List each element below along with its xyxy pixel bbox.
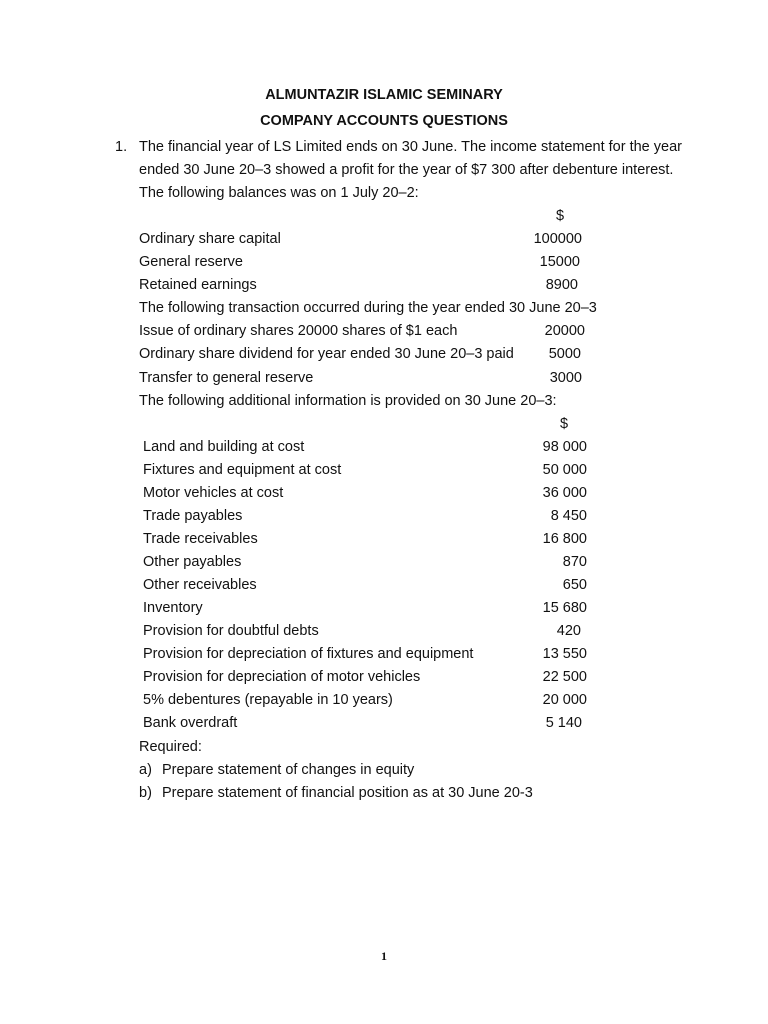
document-subtitle: COMPANY ACCOUNTS QUESTIONS [260, 113, 508, 129]
balance-label: General reserve [139, 254, 243, 270]
transaction-label: Transfer to general reserve [139, 370, 314, 386]
currency-header: $ [556, 208, 565, 224]
balance-label: Ordinary share capital [139, 231, 281, 247]
item-label: Provision for depreciation of motor vehicles [143, 669, 421, 685]
question-number: 1. [115, 139, 128, 155]
required-label: Required: [139, 739, 202, 755]
required-letter: a) [139, 762, 152, 778]
transaction-label: Ordinary share dividend for year ended 30 June 20–3 paid [139, 346, 514, 362]
item-label: Fixtures and equipment at cost [143, 462, 342, 478]
item-amount: 20 000 [542, 692, 587, 708]
item-label: Land and building at cost [143, 439, 305, 455]
intro-line: The financial year of LS Limited ends on 30 June. The income statement for the year [139, 139, 682, 155]
item-amount: 13 550 [542, 646, 587, 662]
item-label: Inventory [143, 600, 203, 616]
item-amount: 22 500 [542, 669, 587, 685]
transactions-heading: The following transaction occurred during the year ended 30 June 20–3 [139, 300, 597, 316]
transaction-amount: 3000 [549, 370, 582, 386]
transaction-amount: 20000 [544, 323, 585, 339]
additional-heading: The following additional information is provided on 30 June 20–3: [139, 393, 557, 409]
document-title: ALMUNTAZIR ISLAMIC SEMINARY [265, 87, 503, 103]
balance-amount: 15000 [539, 254, 580, 270]
transaction-amount: 5000 [548, 346, 581, 362]
transaction-label: Issue of ordinary shares 20000 shares of $1 each [139, 323, 458, 339]
item-amount: 16 800 [542, 531, 587, 547]
intro-line: ended 30 June 20–3 showed a profit for the year of $7 300 after debenture interest. [139, 162, 674, 178]
item-amount: 98 000 [542, 439, 587, 455]
item-amount: 5 140 [545, 715, 582, 731]
item-amount: 15 680 [542, 600, 587, 616]
currency-header: $ [560, 416, 569, 432]
item-amount: 36 000 [542, 485, 587, 501]
item-label: Motor vehicles at cost [143, 485, 284, 501]
item-label: Provision for depreciation of fixtures and equipment [143, 646, 474, 662]
required-item: Prepare statement of changes in equity [162, 762, 415, 778]
item-label: Other receivables [143, 577, 257, 593]
item-label: Trade payables [143, 508, 243, 524]
balance-amount: 8900 [545, 277, 578, 293]
item-label: Other payables [143, 554, 242, 570]
item-label: Bank overdraft [143, 715, 238, 731]
page-number: 1 [381, 949, 387, 963]
item-label: 5% debentures (repayable in 10 years) [143, 692, 393, 708]
balance-label: Retained earnings [139, 277, 257, 293]
item-label: Trade receivables [143, 531, 258, 547]
item-amount: 50 000 [542, 462, 587, 478]
required-item: Prepare statement of financial position as at 30 June 20-3 [162, 785, 533, 801]
balance-amount: 100000 [533, 231, 582, 247]
intro-line: The following balances was on 1 July 20–2: [139, 185, 419, 201]
item-label: Provision for doubtful debts [143, 623, 319, 639]
item-amount: 420 [556, 623, 581, 639]
item-amount: 650 [562, 577, 587, 593]
item-amount: 8 450 [550, 508, 587, 524]
required-letter: b) [139, 785, 152, 801]
item-amount: 870 [562, 554, 587, 570]
